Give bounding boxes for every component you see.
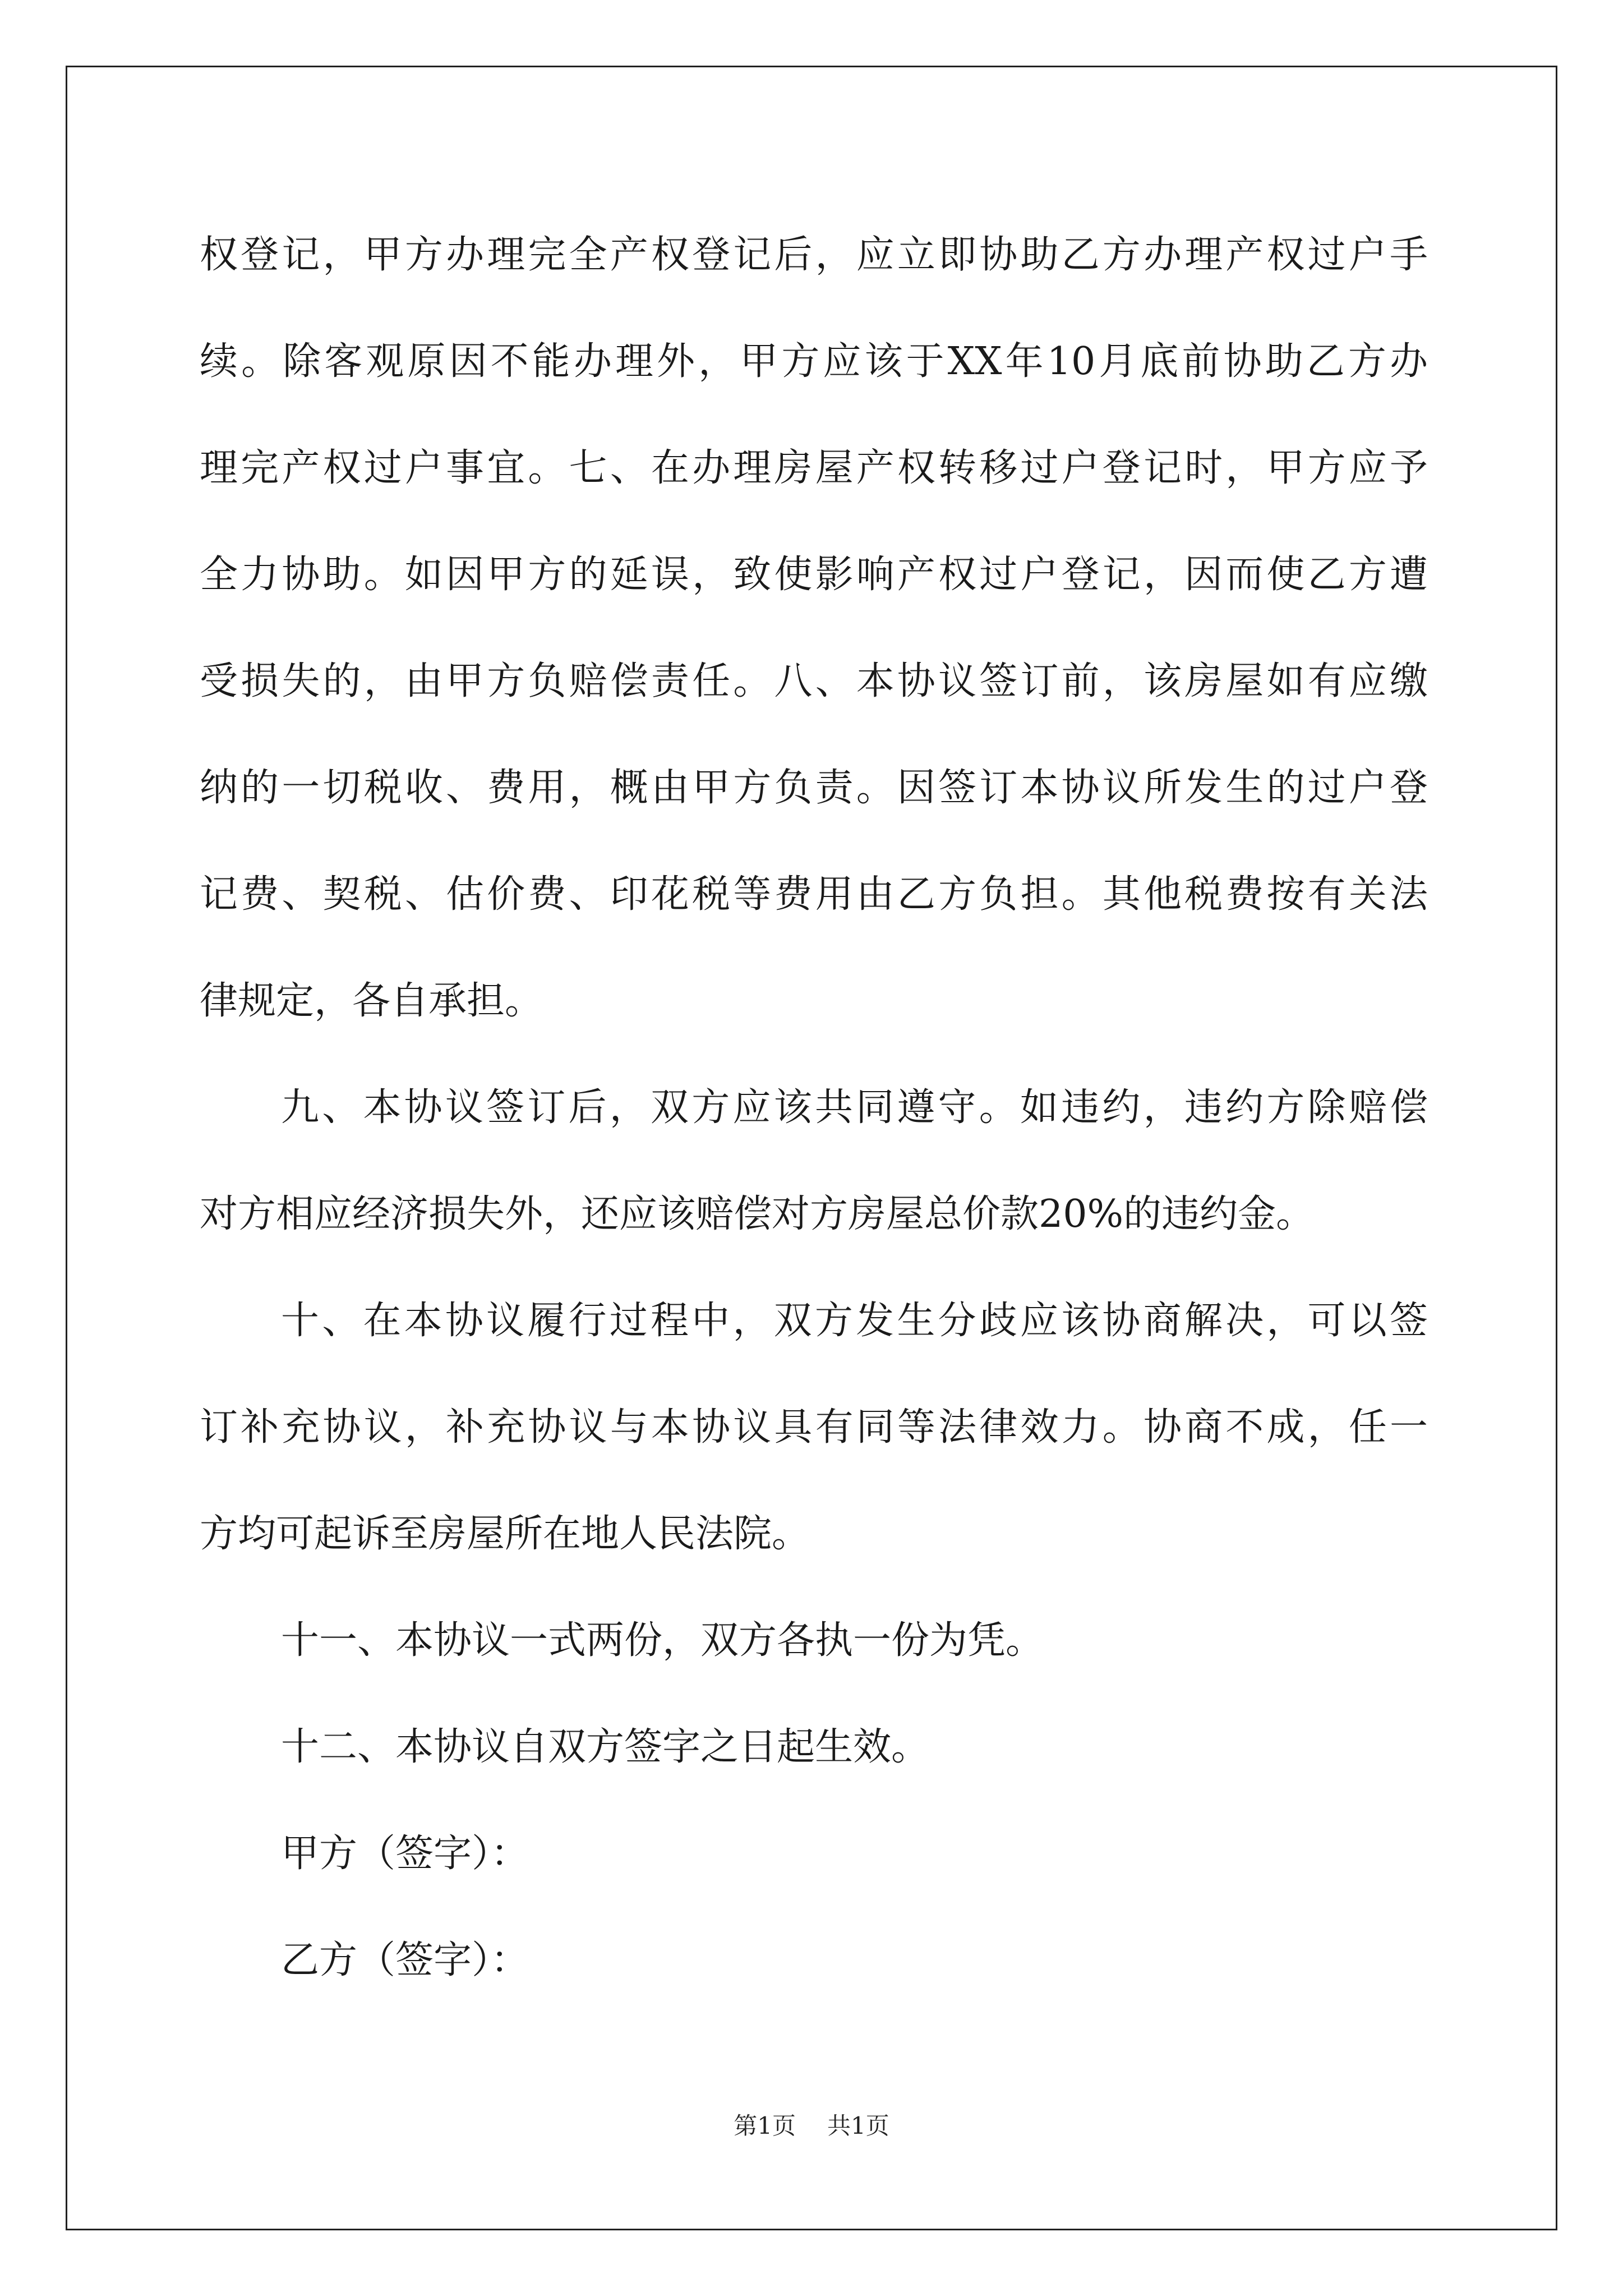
text-line: 方均可起诉至房屋所在地人民法院。 <box>200 1512 810 1556</box>
page-total: 共1页 <box>827 2112 889 2139</box>
text-line: 记费、契税、估价费、印花税等费用由乙方负担。其他税费按有关法 <box>200 872 1428 917</box>
text-line: 十二、本协议自双方签字之日起生效。 <box>281 1725 930 1769</box>
text-line: 权登记，甲方办理完全产权登记后，应立即协助乙方办理产权过户手 <box>200 233 1428 277</box>
text-line: 受损失的，由甲方负赔偿责任。八、本协议签订前，该房屋如有应缴 <box>200 659 1428 703</box>
page-number: 第1页 <box>734 2112 796 2139</box>
text-line: 十、在本协议履行过程中，双方发生分歧应该协商解决，可以签 <box>281 1299 1428 1343</box>
document-body <box>200 202 1428 2014</box>
text-line: 对方相应经济损失外，还应该赔偿对方房屋总价款20%的违约金。 <box>200 1192 1315 1236</box>
signature-line-party-a: 甲方（签字）： <box>281 1832 529 1876</box>
text-line: 续。除客观原因不能办理外，甲方应该于XX年10月底前协助乙方办 <box>200 339 1428 384</box>
text-line: 订补充协议，补充协议与本协议具有同等法律效力。协商不成，任一 <box>200 1405 1428 1450</box>
text-line: 十一、本协议一式两份，双方各执一份为凭。 <box>281 1618 1044 1663</box>
signature-line-party-b: 乙方（签字）： <box>281 1938 529 1982</box>
page-footer <box>0 2112 1623 2140</box>
text-line: 全力协助。如因甲方的延误，致使影响产权过户登记，因而使乙方遭 <box>200 553 1428 597</box>
text-line: 纳的一切税收、费用，概由甲方负责。因签订本协议所发生的过户登 <box>200 766 1428 810</box>
text-line: 律规定，各自承担。 <box>200 979 543 1023</box>
text-line: 理完产权过户事宜。七、在办理房屋产权转移过户登记时，甲方应予 <box>200 446 1428 490</box>
text-line: 九、本协议签订后，双方应该共同遵守。如违约，违约方除赔偿 <box>281 1085 1428 1130</box>
